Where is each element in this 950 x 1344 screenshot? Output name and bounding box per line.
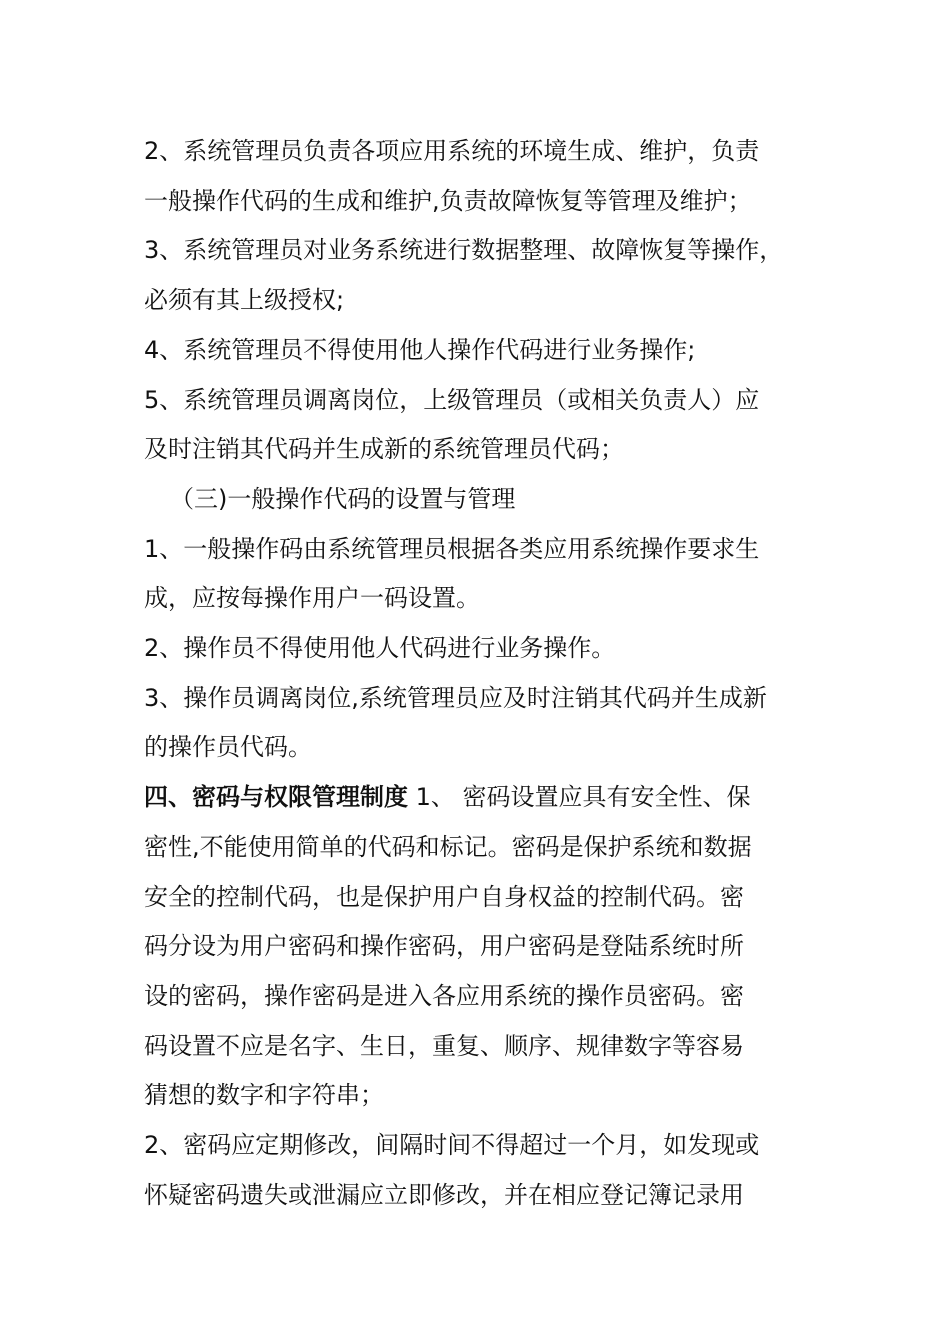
section-heading-operation-codes <box>144 475 816 525</box>
paragraph-sysadmin-authorization <box>144 226 816 325</box>
section-heading: （三)一般操作代码的设置与管理 <box>170 484 516 513</box>
paragraph-password-policy <box>144 773 816 1121</box>
text-line: 成，应按每操作用户一码设置。 <box>144 584 480 613</box>
text-line: 怀疑密码遗失或泄漏应立即修改，并在相应登记簿记录用 <box>144 1180 744 1209</box>
text-line: 码设置不应是名字、生日，重复、顺序、规律数字等容易 <box>144 1031 744 1060</box>
text-line: 1、一般操作码由系统管理员根据各类应用系统操作要求生 <box>144 534 760 563</box>
paragraph-operator-transfer <box>144 674 816 773</box>
text-line: 设的密码，操作密码是进入各应用系统的操作员密码。密 <box>144 981 744 1010</box>
section-heading-password-management: 四、密码与权限管理制度 <box>144 783 408 812</box>
text-line: 猜想的数字和字符串； <box>144 1081 384 1110</box>
text-line: 必须有其上级授权; <box>144 286 345 315</box>
text-line: 的操作员代码。 <box>144 733 312 762</box>
text-line: 密性,不能使用简单的代码和标记。密码是保护系统和数据 <box>144 832 752 861</box>
text-fragment: 1、 密码设置应具有安全性、保 <box>408 783 751 812</box>
text-line: 一般操作代码的生成和维护,负责故障恢复等管理及维护； <box>144 186 752 215</box>
text-line: 2、密码应定期修改，间隔时间不得超过一个月，如发现或 <box>144 1131 760 1160</box>
paragraph-sysadmin-duties <box>144 127 816 226</box>
text-line: 3、操作员调离岗位,系统管理员应及时注销其代码并生成新 <box>144 683 767 712</box>
text-line: 安全的控制代码，也是保护用户自身权益的控制代码。密 <box>144 882 744 911</box>
text-line <box>144 773 816 823</box>
text-line: 4、系统管理员不得使用他人操作代码进行业务操作; <box>144 335 696 364</box>
paragraph-operation-code-generation <box>144 525 816 624</box>
text-line: 及时注销其代码并生成新的系统管理员代码； <box>144 435 624 464</box>
paragraph-sysadmin-no-others-code <box>144 326 816 376</box>
text-line: 3、系统管理员对业务系统进行数据整理、故障恢复等操作， <box>144 236 784 265</box>
paragraph-sysadmin-transfer <box>144 376 816 475</box>
text-line: 码分设为用户密码和操作密码，用户密码是登陆系统时所 <box>144 932 744 961</box>
paragraph-operator-no-others-code <box>144 624 816 674</box>
text-line: 2、操作员不得使用他人代码进行业务操作。 <box>144 634 616 663</box>
text-line: 2、系统管理员负责各项应用系统的环境生成、维护，负责 <box>144 137 760 165</box>
paragraph-password-rotation <box>144 1121 816 1220</box>
document-body <box>144 127 816 1220</box>
text-line: 5、系统管理员调离岗位，上级管理员（或相关负责人）应 <box>144 385 760 414</box>
